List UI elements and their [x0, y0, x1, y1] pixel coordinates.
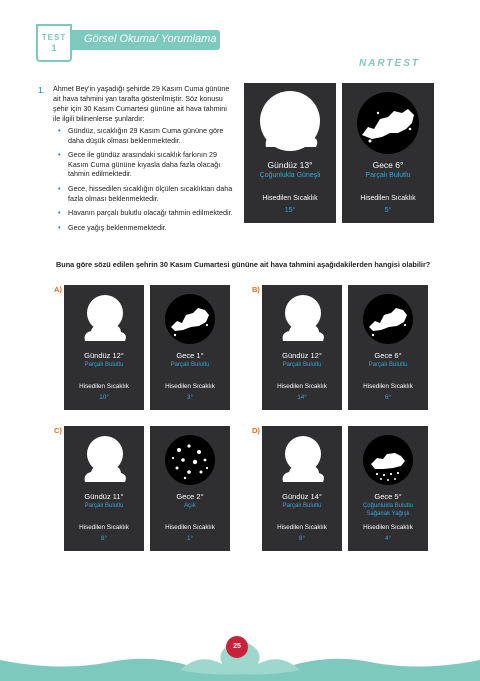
night-temp: Gece 5° [374, 492, 402, 501]
day-temp: Gündüz 14° [282, 492, 322, 501]
moon-cloud-icon [357, 291, 419, 352]
felt-label: Hisedilen Sıcaklık [360, 195, 416, 202]
sun-cloud-icon [73, 291, 135, 352]
felt-value: 14° [297, 394, 307, 401]
section-title: Görsel Okuma/ Yorumlama [84, 33, 217, 45]
felt-value: 15° [284, 207, 296, 214]
day-temp: Gündüz 11° [84, 492, 124, 501]
sun-cloud-icon [73, 432, 135, 493]
brand-logo: NARTEST [358, 58, 420, 69]
reference-day-card [244, 83, 336, 223]
day-temp: Gündüz 13° [267, 160, 313, 170]
page-number: 25 [226, 636, 248, 658]
question-number: 1. [38, 85, 46, 95]
day-desc: Parçalı Bulutlu [282, 362, 322, 368]
condition-item: • Gündüz, sıcaklığın 29 Kasım Cuma gününe göre daha düşük olması beklenmektedir. [58, 126, 238, 145]
option-d-night-card[interactable] [348, 426, 428, 551]
felt-value: 4° [384, 535, 392, 542]
question-prompt: Buna göre sözü edilen şehrin 30 Kasım Cumartesi gününe ait hava tahmini aşağıdakilerden hangisi olabilir? [56, 260, 431, 269]
night-temp: Gece 1° [176, 351, 204, 360]
night-desc: Açık [184, 503, 196, 509]
option-b-label[interactable]: B) [252, 285, 260, 294]
sun-cloud-icon [271, 432, 333, 493]
option-b-day-card[interactable] [262, 285, 342, 410]
felt-label: Hisedilen Sıcaklık [165, 383, 215, 390]
option-d-label[interactable]: D) [252, 426, 260, 435]
felt-value: 5° [384, 207, 392, 214]
felt-label: Hisedilen Sıcaklık [165, 524, 215, 531]
felt-value: 10° [99, 394, 109, 401]
day-desc: Parçalı Bulutlu [282, 503, 322, 509]
condition-item: • Havanın parçalı bulutlu olacağı tahmin edilmektedir. [58, 208, 238, 218]
night-desc: Parçalı Bulutlu [170, 362, 210, 368]
condition-item: • Gece ile gündüz arasındaki sıcaklık farkının 29 Kasım Cuma gününe kıyasla daha fazla olacağı tahmin edilmektedir. [58, 150, 238, 179]
option-a-night-card[interactable] [150, 285, 230, 410]
night-desc: Parçalı Bulutlu [368, 362, 408, 368]
felt-value: 8° [100, 535, 108, 542]
felt-value: 6° [384, 394, 392, 401]
test-number: 1 [51, 43, 57, 53]
felt-label: Hisedilen Sıcaklık [79, 383, 129, 390]
night-temp: Gece 6° [374, 351, 402, 360]
night-desc: Çoğunlukla Bulutlu Sağanak Yağışlı [362, 503, 414, 517]
condition-item: • Gece yağış beklenmemektedir. [58, 223, 238, 233]
option-c-day-card[interactable] [64, 426, 144, 551]
reference-night-card [342, 83, 434, 223]
felt-value: 3° [186, 394, 194, 401]
felt-label: Hisedilen Sıcaklık [277, 383, 327, 390]
option-c-label[interactable]: C) [54, 426, 62, 435]
day-temp: Gündüz 12° [84, 351, 124, 360]
felt-label: Hisedilen Sıcaklık [79, 524, 129, 531]
day-desc: Parçalı Bulutlu [84, 503, 124, 509]
sun-cloud-icon [250, 89, 330, 164]
day-desc: Parçalı Bulutlu [84, 362, 124, 368]
day-desc: Çoğunlukla Güneşli [259, 172, 321, 179]
question-intro: Ahmet Bey'in yaşadığı şehirde 29 Kasım Cuma gününe ait hava tahmini yan tarafta gösterilmiştir. Söz konusu şehir için 30 Kasım Cumartesi gününe ait hava tahmini ile ilgili bilinenlerse şunlardır: [53, 84, 230, 123]
condition-list [58, 126, 238, 237]
moon-cloud-icon [348, 89, 428, 164]
option-b-night-card[interactable] [348, 285, 428, 410]
day-temp: Gündüz 12° [282, 351, 322, 360]
condition-item: • Gece, hissedilen sıcaklığın ölçülen sıcaklıktan daha fazla olması beklenmektedir. [58, 184, 238, 203]
sun-cloud-icon [271, 291, 333, 352]
moon-cloud-icon [159, 291, 221, 352]
felt-value: 8° [298, 535, 306, 542]
night-temp: Gece 2° [176, 492, 204, 501]
option-c-night-card[interactable] [150, 426, 230, 551]
night-temp: Gece 6° [372, 160, 404, 170]
felt-label: Hisedilen Sıcaklık [262, 195, 318, 202]
test-label: TEST [41, 33, 67, 42]
test-badge [36, 24, 72, 62]
night-desc: Parçalı Bulutlu [365, 172, 411, 179]
felt-label: Hisedilen Sıcaklık [363, 383, 413, 390]
felt-value: 1° [186, 535, 194, 542]
rain-cloud-icon [357, 432, 419, 493]
stars-icon [159, 432, 221, 493]
option-a-day-card[interactable] [64, 285, 144, 410]
felt-label: Hisedilen Sıcaklık [277, 524, 327, 531]
felt-label: Hisedilen Sıcaklık [363, 524, 413, 531]
option-a-label[interactable]: A) [54, 285, 62, 294]
option-d-day-card[interactable] [262, 426, 342, 551]
